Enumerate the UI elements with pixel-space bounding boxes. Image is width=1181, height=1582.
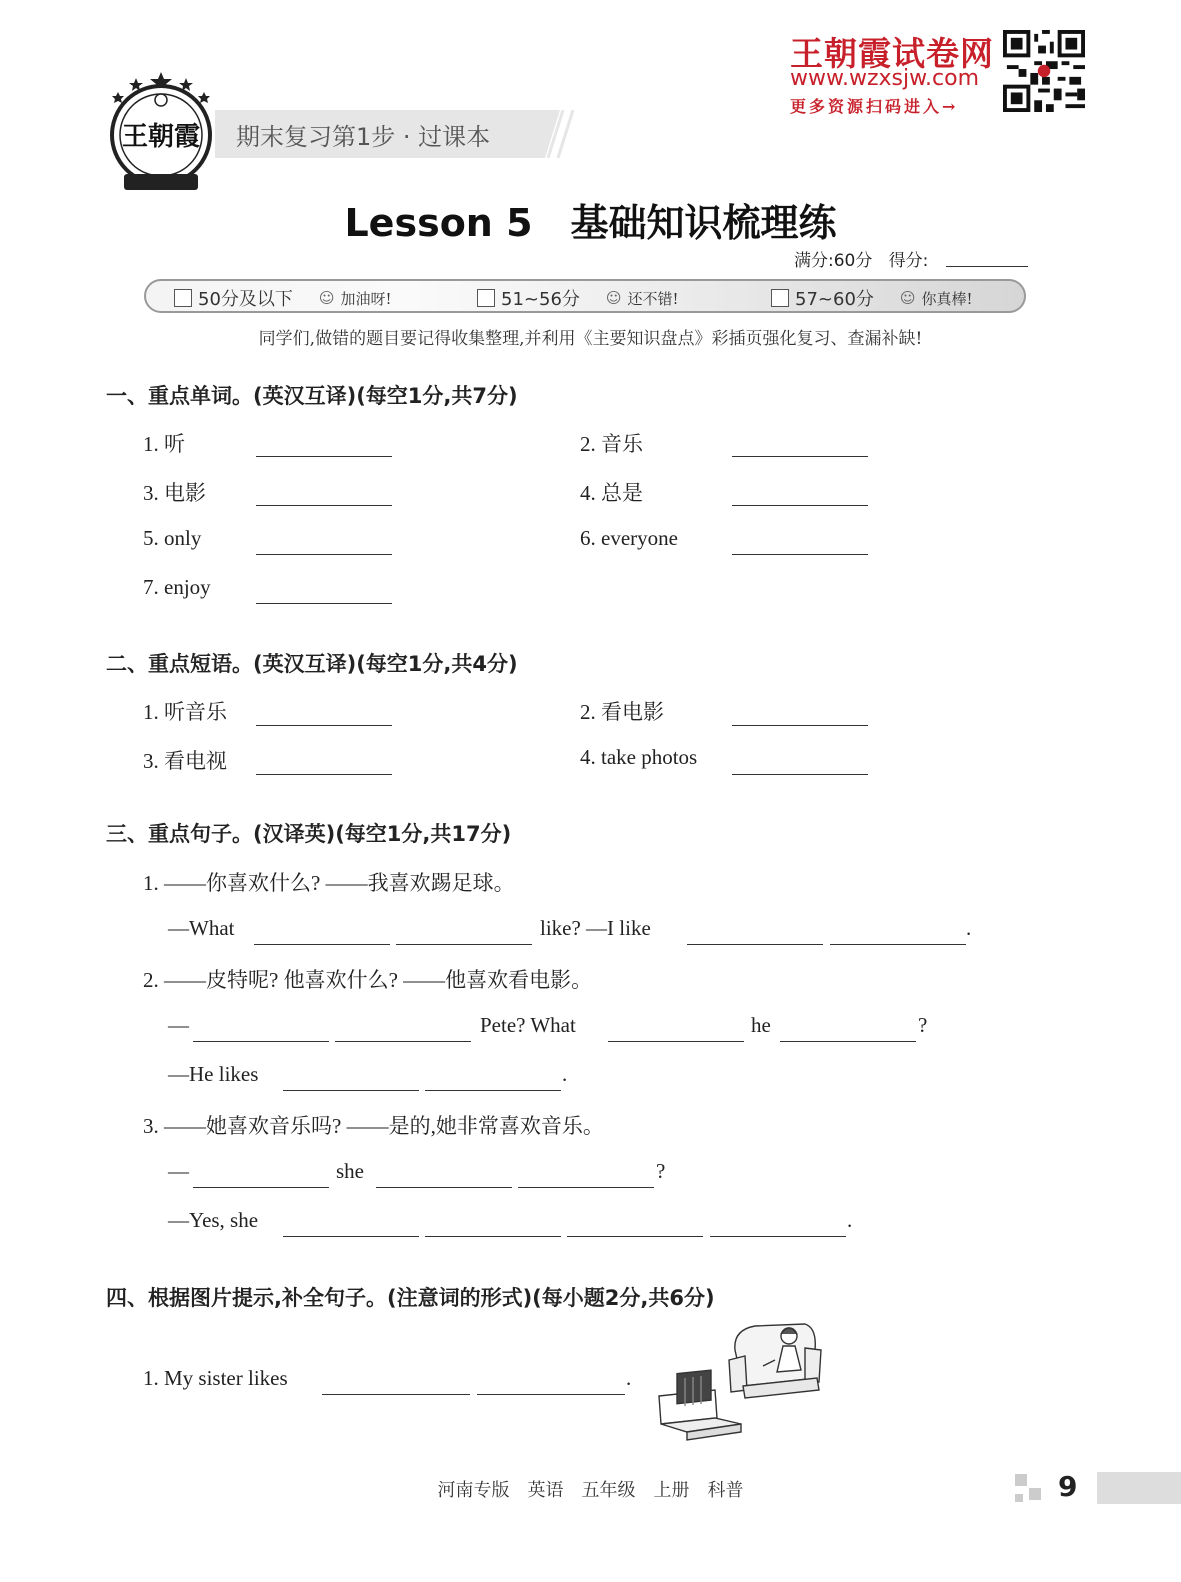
answer-blank[interactable] (256, 554, 392, 555)
sentence-text: —He likes (168, 1062, 259, 1086)
brand-scan-text: 更多资源扫码进入→ (790, 97, 959, 116)
answer-blank[interactable] (780, 1041, 916, 1042)
sentence-text: —Yes, she (168, 1208, 259, 1232)
sentence-text: he (751, 1013, 771, 1037)
grade-checkbox[interactable] (174, 289, 192, 307)
answer-blank[interactable] (425, 1090, 561, 1091)
answer-blank[interactable] (256, 725, 392, 726)
sentence-text: she (336, 1159, 364, 1183)
page-decoration (1029, 1488, 1041, 1500)
sentence-text: . (562, 1062, 568, 1086)
grade-checkbox[interactable] (477, 289, 495, 307)
answer-blank[interactable] (283, 1090, 419, 1091)
grade-range: 50分及以下 (198, 289, 293, 310)
answer-blank[interactable] (732, 774, 868, 775)
section-3-heading: 三、重点句子。(汉译英)(每空1分,共17分) (106, 822, 512, 846)
sentence-text: like? —I like (540, 916, 651, 940)
answer-blank[interactable] (193, 1041, 329, 1042)
word-item: 4. 总是 (580, 481, 643, 505)
score-label: 得分: (888, 251, 929, 271)
footer-edition: 河南专版 英语 五年级 上册 科普 (437, 1480, 744, 1501)
banner-text: 期末复习第1步 · 过课本 (236, 123, 491, 151)
sentence-text: . (626, 1366, 632, 1390)
sentence-text: — (168, 1159, 189, 1183)
answer-blank[interactable] (256, 603, 392, 604)
word-item: 6. everyone (580, 526, 678, 550)
svg-text:王朝霞: 王朝霞 (121, 122, 201, 152)
smile-icon: ☺ (605, 289, 622, 307)
sentence-prompt: 1. ——你喜欢什么? ——我喜欢踢足球。 (143, 871, 515, 895)
grade-cheer: 你真棒! (921, 289, 973, 308)
answer-blank[interactable] (335, 1041, 471, 1042)
grade-cheer: 加油呀! (340, 289, 392, 308)
answer-blank[interactable] (732, 505, 868, 506)
sentence-text: — (168, 1013, 189, 1037)
grade-range: 51~56分 (501, 289, 580, 310)
section-2-heading: 二、重点短语。(英汉互译)(每空1分,共4分) (106, 652, 518, 676)
answer-blank[interactable] (256, 505, 392, 506)
word-item: 7. enjoy (143, 575, 211, 599)
brand-name: 王朝霞试卷网 (790, 34, 994, 73)
phrase-item: 4. take photos (580, 745, 698, 769)
grade-option-2[interactable] (477, 285, 679, 311)
page-decoration (1015, 1474, 1027, 1486)
sentence-prompt: 3. ——她喜欢音乐吗? ——是的,她非常喜欢音乐。 (143, 1114, 604, 1138)
answer-blank[interactable] (518, 1187, 654, 1188)
grade-option-1[interactable] (174, 285, 392, 311)
page-title: Lesson 5 基础知识梳理练 (344, 201, 837, 245)
score-line (794, 246, 928, 271)
answer-blank[interactable] (830, 944, 966, 945)
answer-blank[interactable] (193, 1187, 329, 1188)
sentence-text: —What (168, 916, 235, 940)
sentence-text: ? (918, 1013, 928, 1037)
answer-blank[interactable] (732, 456, 868, 457)
grade-option-3[interactable] (771, 285, 973, 311)
study-tip: 同学们,做错的题目要记得收集整理,并利用《主要知识盘点》彩插页强化复习、查漏补缺! (258, 329, 923, 349)
answer-blank[interactable] (254, 944, 390, 945)
answer-blank[interactable] (376, 1187, 512, 1188)
qr-code-icon[interactable] (1003, 30, 1085, 112)
full-score: 满分:60分 (794, 251, 873, 271)
answer-blank[interactable] (710, 1236, 846, 1237)
section-4-heading: 四、根据图片提示,补全句子。(注意词的形式)(每小题2分,共6分) (106, 1286, 715, 1310)
phrase-item: 2. 看电影 (580, 700, 664, 724)
answer-blank[interactable] (322, 1394, 470, 1395)
answer-blank[interactable] (732, 725, 868, 726)
word-item: 5. only (143, 526, 202, 550)
answer-blank[interactable] (396, 944, 532, 945)
phrase-item: 3. 看电视 (143, 749, 227, 773)
grade-checkbox[interactable] (771, 289, 789, 307)
answer-blank[interactable] (477, 1394, 625, 1395)
page-decoration (1015, 1494, 1023, 1502)
word-item: 3. 电影 (143, 481, 206, 505)
answer-blank[interactable] (283, 1236, 419, 1237)
word-item: 1. 听 (143, 432, 185, 456)
answer-blank[interactable] (256, 774, 392, 775)
girl-watching-tv-illustration (655, 1320, 825, 1442)
grade-cheer: 还不错! (627, 289, 679, 308)
brand-url[interactable]: www.wzxsjw.com (790, 66, 980, 91)
answer-blank[interactable] (732, 554, 868, 555)
grade-range: 57~60分 (795, 289, 874, 310)
smile-icon: ☺ (899, 289, 916, 307)
score-blank[interactable] (946, 266, 1028, 267)
publisher-logo (106, 70, 216, 195)
page-number-bar (1097, 1472, 1181, 1504)
answer-blank[interactable] (425, 1236, 561, 1237)
word-item: 2. 音乐 (580, 432, 643, 456)
smile-icon: ☺ (318, 289, 335, 307)
sentence-text: . (966, 916, 972, 940)
section-1-heading: 一、重点单词。(英汉互译)(每空1分,共7分) (106, 384, 518, 408)
answer-blank[interactable] (256, 456, 392, 457)
sentence-text: 1. My sister likes (143, 1366, 288, 1390)
answer-blank[interactable] (608, 1041, 744, 1042)
sentence-prompt: 2. ——皮特呢? 他喜欢什么? ——他喜欢看电影。 (143, 968, 593, 992)
sentence-text: ? (656, 1159, 666, 1183)
sentence-text: . (847, 1208, 853, 1232)
answer-blank[interactable] (567, 1236, 703, 1237)
sentence-text: Pete? What (480, 1013, 576, 1037)
answer-blank[interactable] (687, 944, 823, 945)
page-number: 9 (1058, 1470, 1078, 1503)
phrase-item: 1. 听音乐 (143, 700, 227, 724)
